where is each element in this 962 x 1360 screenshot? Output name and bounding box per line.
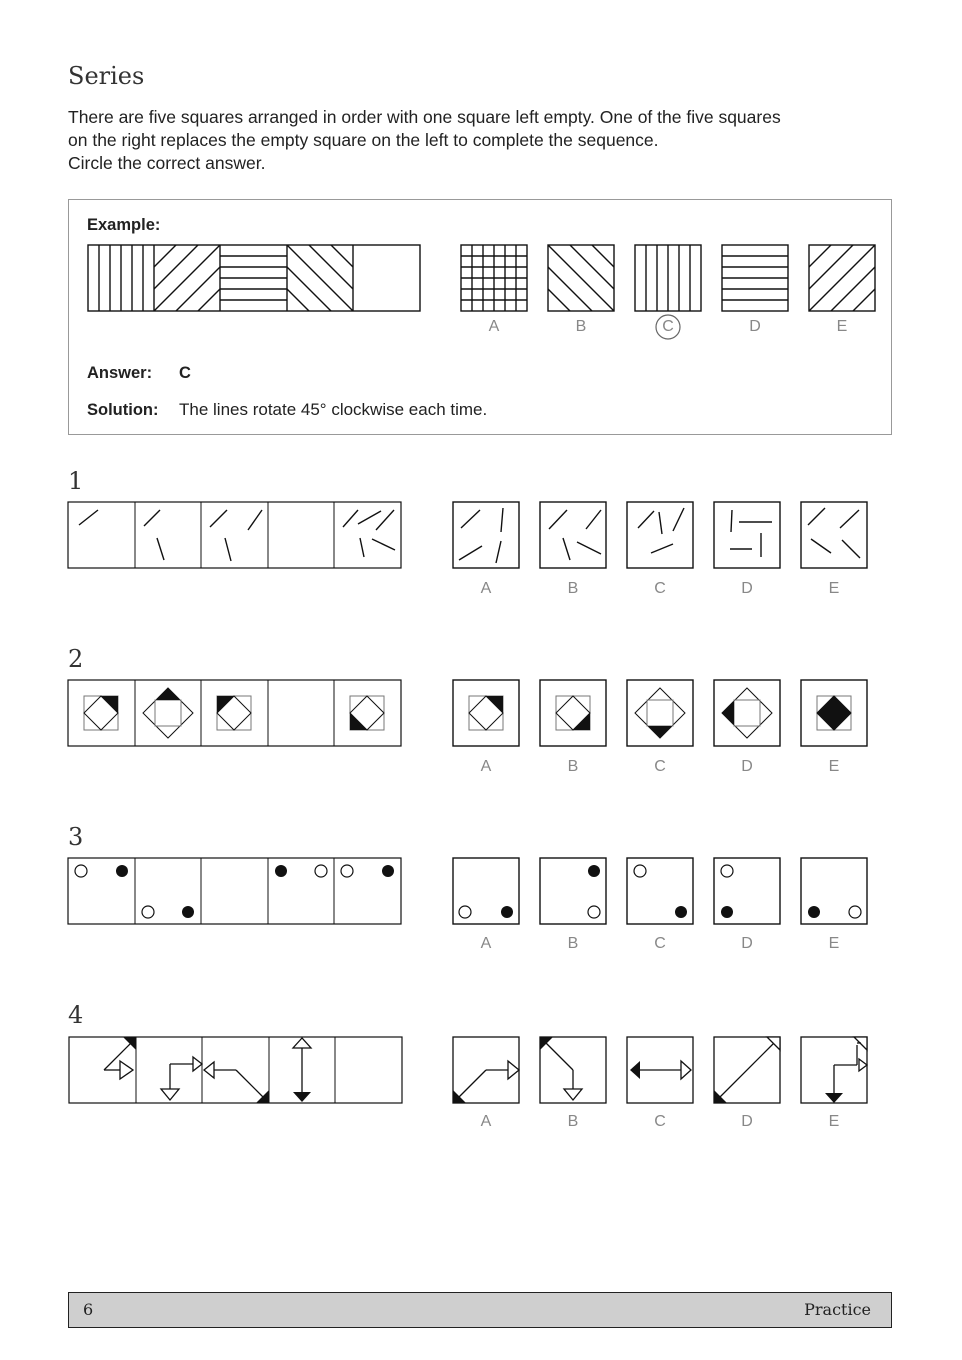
example-option-a[interactable] [461, 245, 527, 311]
q3-letter-a: A [480, 935, 492, 952]
q3-option-c[interactable] [627, 858, 693, 924]
solution-text: The lines rotate 45° clockwise each time. [179, 400, 488, 419]
page-footer [68, 1292, 892, 1328]
q3-letter-b: B [567, 935, 579, 952]
q3-options [453, 858, 867, 924]
q4-option-d[interactable] [714, 1037, 780, 1103]
instruction-line-2: on the right replaces the empty square on the left to complete the sequence. [68, 130, 659, 150]
q2-option-c[interactable] [627, 680, 693, 746]
q4-letter-c: C [654, 1113, 666, 1130]
q4-options [453, 1037, 867, 1103]
instruction-line-3: Circle the correct answer. [68, 153, 266, 173]
q3-option-d[interactable] [714, 858, 780, 924]
q2-options [453, 680, 867, 746]
q2-sequence [68, 680, 401, 746]
q2-letter-a: A [480, 758, 492, 775]
q1-option-b[interactable] [540, 502, 606, 568]
q2-letter-d: D [741, 758, 753, 775]
example-letter-d: D [749, 318, 761, 335]
instruction-line-1: There are five squares arranged in order with one square left empty. One of the five squares [68, 107, 781, 127]
q3-letter-e: E [828, 935, 840, 952]
q2-option-a[interactable] [453, 680, 519, 746]
q2-letter-b: B [567, 758, 579, 775]
q1-letter-c: C [654, 580, 666, 597]
q4-letter-a: A [480, 1113, 492, 1130]
example-letter-c: C [662, 318, 674, 335]
q1-option-d[interactable] [714, 502, 780, 568]
q1-letter-d: D [741, 580, 753, 597]
example-letter-e: E [836, 318, 848, 335]
q4-option-b[interactable] [540, 1037, 606, 1103]
q1-option-c[interactable] [627, 502, 693, 568]
q3-option-e[interactable] [801, 858, 867, 924]
page-number: 6 [83, 1300, 94, 1319]
q3-option-a[interactable] [453, 858, 519, 924]
question-number-2: 2 [68, 645, 84, 673]
q3-option-b[interactable] [540, 858, 606, 924]
q1-letter-b: B [567, 580, 579, 597]
q2-option-e[interactable] [801, 680, 867, 746]
answer-label: Answer: [87, 364, 153, 382]
q1-option-e[interactable] [801, 502, 867, 568]
example-letter-b: B [575, 318, 587, 335]
example-option-d[interactable] [722, 245, 788, 311]
q3-sequence [68, 858, 401, 924]
q4-letter-b: B [567, 1113, 579, 1130]
q4-option-a[interactable] [453, 1037, 519, 1103]
q2-letter-c: C [654, 758, 666, 775]
section-name: Practice [804, 1300, 871, 1319]
example-letter-a: A [488, 318, 500, 335]
q1-sequence [68, 502, 401, 568]
question-number-4: 4 [68, 1001, 84, 1029]
question-number-1: 1 [68, 467, 84, 495]
q4-option-c[interactable] [627, 1037, 693, 1103]
q4-option-e[interactable] [801, 1037, 867, 1103]
q2-option-b[interactable] [540, 680, 606, 746]
page-title: Series [68, 62, 145, 90]
example-label: Example: [87, 216, 161, 234]
q4-sequence [69, 1037, 402, 1103]
example-option-c[interactable] [635, 245, 701, 311]
question-number-3: 3 [68, 823, 84, 851]
q2-letter-e: E [828, 758, 840, 775]
answer-value: C [179, 364, 191, 382]
q1-options [453, 502, 867, 568]
q1-letter-e: E [828, 580, 840, 597]
q2-option-d[interactable] [714, 680, 780, 746]
q3-letter-c: C [654, 935, 666, 952]
solution-label: Solution: [87, 401, 159, 419]
q4-letter-d: D [741, 1113, 753, 1130]
q1-letter-a: A [480, 580, 492, 597]
q1-option-a[interactable] [453, 502, 519, 568]
q3-letter-d: D [741, 935, 753, 952]
q4-letter-e: E [828, 1113, 840, 1130]
example-sequence [88, 245, 420, 311]
